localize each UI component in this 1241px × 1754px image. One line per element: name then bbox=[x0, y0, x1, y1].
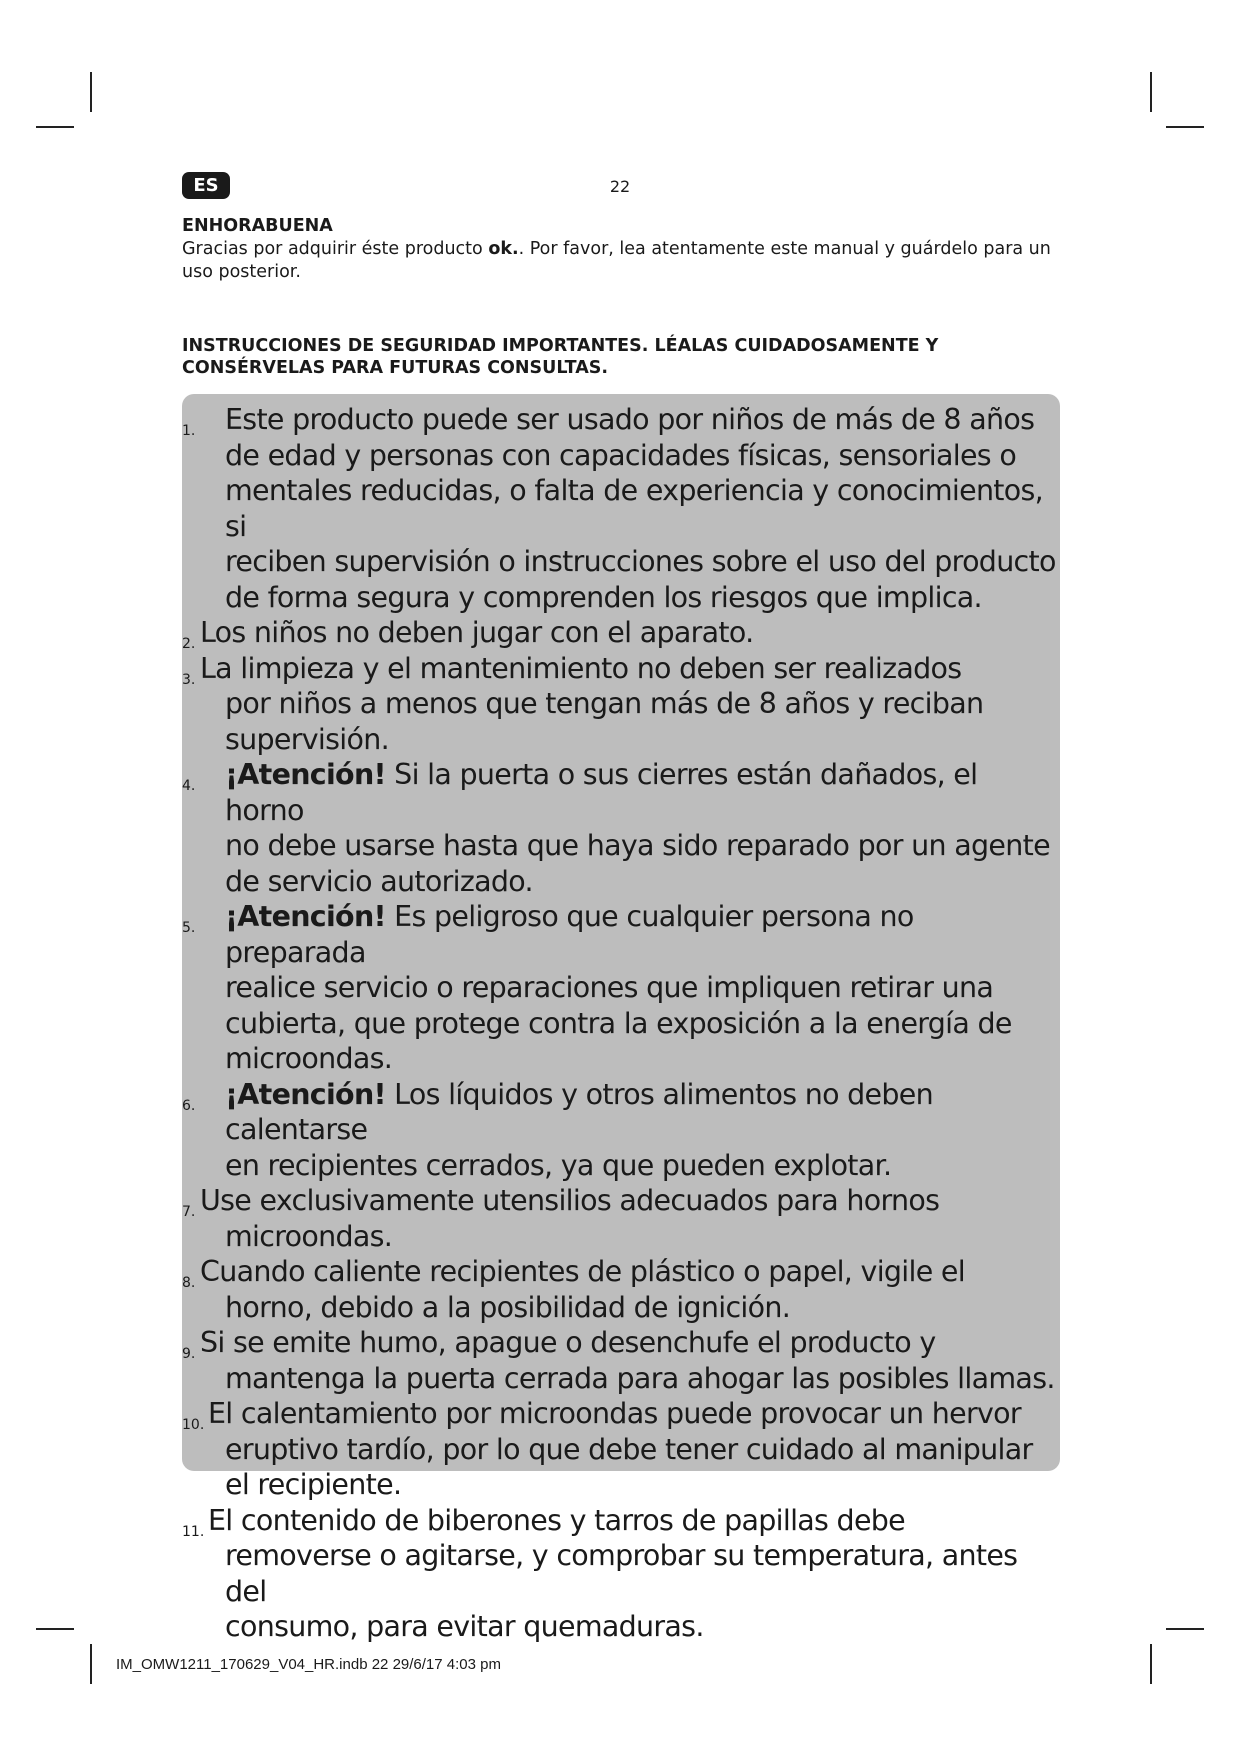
intro-text: Gracias por adquirir éste producto ok.. Por favor, lea atentamente este manual y guárdelo para un uso posterior. bbox=[182, 239, 1051, 282]
crop-mark bbox=[90, 1644, 92, 1684]
list-item: 3. La limpieza y el mantenimiento no deben ser realizados por niños a menos que tengan más de 8 años y reciban supervisión. bbox=[182, 651, 984, 756]
list-item: 8. Cuando caliente recipientes de plástico o papel, vigile el horno, debido a la posibilidad de ignición. bbox=[182, 1255, 965, 1324]
warning-label: ¡Atención! bbox=[225, 758, 386, 791]
list-item: 10. El calentamiento por microondas puede provocar un hervor eruptivo tardío, por lo que debe tener cuidado al manipular el recipiente. bbox=[182, 1397, 1033, 1501]
list-item: 2. Los niños no deben jugar con el aparato. bbox=[182, 616, 754, 652]
crop-mark bbox=[1166, 1628, 1204, 1630]
crop-mark bbox=[1150, 72, 1152, 112]
list-item: 11. El contenido de biberones y tarros de papillas debe removerse o agitarse, y comprobar su temperatura, antes del consumo, para evitar quemaduras. bbox=[182, 1503, 1018, 1643]
language-badge: ES bbox=[182, 172, 230, 199]
list-item: 9. Si se emite humo, apague o desenchufe el producto y mantenga la puerta cerrada para ahogar las posibles llamas. bbox=[182, 1326, 1055, 1395]
list-item: 1. Este producto puede ser usado por niños de más de 8 años de edad y personas con capacidades físicas, sensoriales o mentales reducidas, o falta de experiencia y conocimientos, si reciben supervisión o instrucciones sobre el uso del producto de forma segura y comprenden los riesgos que implica. bbox=[182, 403, 1056, 614]
crop-mark bbox=[36, 126, 74, 128]
list-item: 4. ¡Atención! Si la puerta o sus cierres están dañados, el horno no debe usarse hasta que haya sido reparado por un agente de servicio autorizado. bbox=[182, 758, 1050, 898]
intro-section bbox=[182, 215, 1062, 284]
warning-label: ¡Atención! bbox=[225, 1077, 386, 1111]
crop-mark bbox=[1150, 1644, 1152, 1684]
crop-mark bbox=[36, 1628, 74, 1630]
list-item: 7. Use exclusivamente utensilios adecuados para hornos microondas. bbox=[182, 1184, 940, 1253]
crop-mark bbox=[90, 72, 92, 112]
brand-name: ok. bbox=[488, 239, 519, 259]
safety-heading: INSTRUCCIONES DE SEGURIDAD IMPORTANTES. LÉALAS CUIDADOSAMENTE Y CONSÉRVELAS PARA FUTURAS CONSULTAS. bbox=[182, 336, 939, 378]
crop-mark bbox=[1166, 126, 1204, 128]
print-slug: IM_OMW1211_170629_V04_HR.indb 22 29/6/17 4:03 pm bbox=[116, 1656, 501, 1673]
list-item: 5. ¡Atención! Es peligroso que cualquier persona no preparada realice servicio o reparaciones que impliquen retirar una cubierta, que protege contra la exposición a la energía de microondas. bbox=[182, 900, 1012, 1075]
intro-heading: ENHORABUENA bbox=[182, 216, 333, 236]
warning-label: ¡Atención! bbox=[225, 900, 386, 933]
safety-list bbox=[182, 402, 1057, 1645]
list-item: 6. ¡Atención! Los líquidos y otros alimentos no deben calentarse en recipientes cerrados, ya que pueden explotar. bbox=[182, 1077, 933, 1182]
page-number: 22 bbox=[609, 177, 631, 196]
